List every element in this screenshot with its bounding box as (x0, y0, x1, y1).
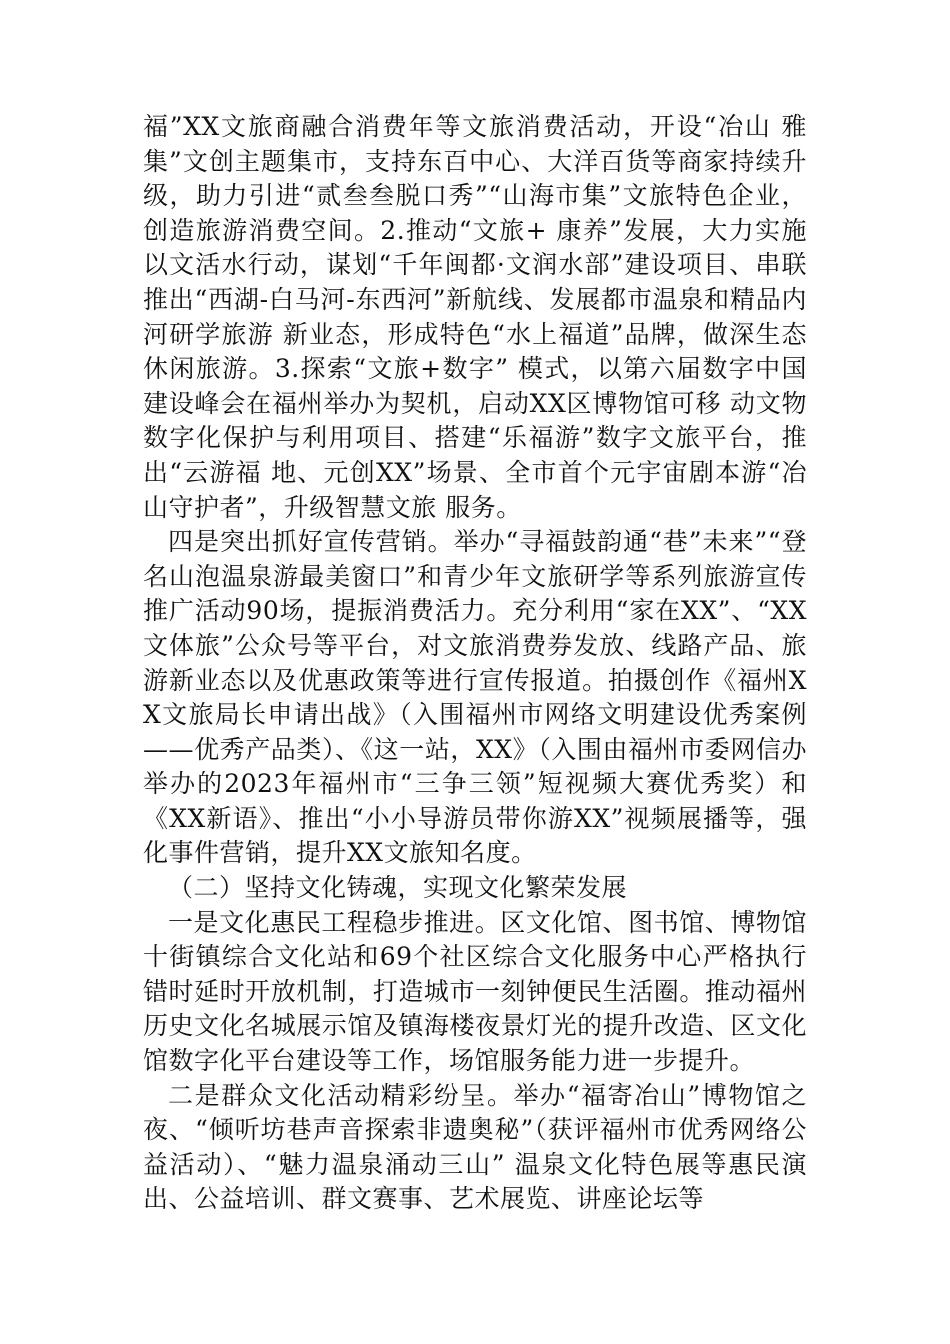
paragraph-cultural-benefit-project: 一是文化惠民工程稳步推进。区文化馆、图书馆、博物馆十街镇综合文化站和69个社区综合文化服务中心严格执行错时延时开放机制，打造城市一刻钟便民生活圈。推动福州历史文化名城展示馆及镇海楼夜景灯光的提升改造、区文化馆数字化平台建设等工作，场馆服务能力进一步提升。 (143, 907, 807, 1076)
paragraph-promotion-marketing: 四是突出抓好宣传营销。举办“寻福鼓韵通“巷”未来”“登名山泡温泉游最美窗口”和青少年文旅研学等系列旅游宣传推广活动90场，提振消费活力。充分利用“家在XX”、“XX文体旅”公众号等平台，对文旅消费券发放、线路产品、旅游新业态以及优惠政策等进行宣传报道。拍摄创作《福州XX文旅局长申请出战》（入围福州市网络文明建设优秀案例——优秀产品类）、《这一站，XX》（入围由福州市委网信办举办的2023年福州市“三争三领”短视频大赛优秀奖）和《XX新语》、推出“小小导游员带你游XX”视频展播等，强化事件营销，提升XX文旅知名度。 (143, 527, 807, 868)
section-heading-culture: （二）坚持文化铸魂，实现文化繁荣发展 (168, 873, 628, 903)
paragraph-cultural-tourism-consumption: 福”XX文旅商融合消费年等文旅消费活动，开设“冶山 雅集”文创主题集市，支持东百中心、大洋百货等商家持续升级，助力引进“贰叁叁脱口秀”“山海市集”文旅特色企业，创造旅游消费空间。2.推动“文旅+ 康养”发展，大力实施以文活水行动，谋划“千年闽都·文润水部”建设项目、串联推出“西湖-白马河-东西河”新航线、发展都市温泉和精品内河研学旅游 新业态，形成特色“水上福道”品牌，做深生态休闲旅游。3.探索“文旅+数字” 模式，以第六届数字中国建设峰会在福州举办为契机，启动XX区博物馆可移 动文物数字化保护与利用项目、搭建“乐福游”数字文旅平台，推出“云游福 地、元创XX”场景、全市首个元宇宙剧本游“冶山守护者”，升级智慧文旅 服务。 (143, 112, 807, 522)
paragraph-mass-cultural-activities: 二是群众文化活动精彩纷呈。举办“福寄冶山”博物馆之夜、“倾听坊巷声音探索非遗奥秘”（获评福州市优秀网络公益活动）、“魅力温泉涌动三山” 温泉文化特色展等惠民演出、公益培训、群文赛事、艺术展览、讲座论坛等 (143, 1080, 807, 1214)
document-body (143, 110, 807, 1217)
